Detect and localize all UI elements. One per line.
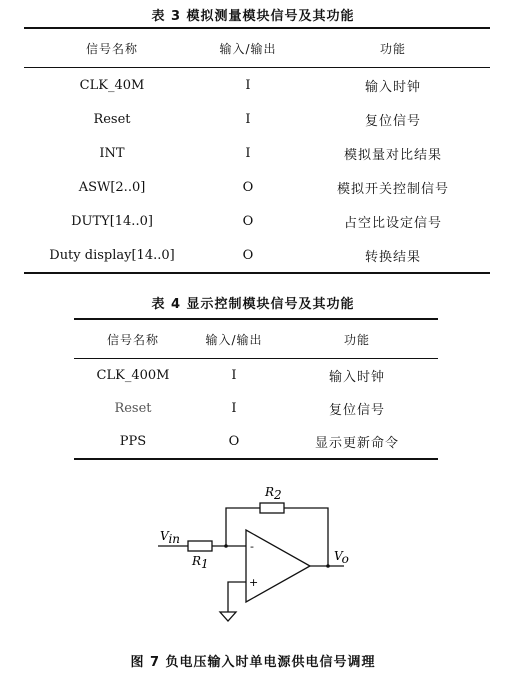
- resistor-r1: [188, 541, 212, 551]
- signal-name-cell: Reset: [114, 401, 152, 416]
- vo-label: Vo: [334, 549, 349, 566]
- feedback-right-wire: [284, 508, 328, 566]
- io-cell: O: [228, 434, 240, 449]
- r2-label: R2: [265, 485, 282, 502]
- table-4: [74, 318, 438, 460]
- table-header-row: [74, 319, 438, 359]
- feedback-left-wire: [226, 508, 260, 546]
- io-cell: I: [231, 401, 237, 416]
- table-row: [24, 136, 490, 170]
- function-cell: 占空比设定信号: [343, 215, 442, 231]
- function-cell: 显示更新命令: [314, 436, 399, 451]
- column-header-function: 功能: [296, 28, 490, 68]
- io-cell: I: [245, 77, 251, 93]
- signal-name-cell: DUTY[14..0]: [71, 213, 153, 229]
- table-row: [24, 170, 490, 204]
- table-row: [74, 392, 438, 425]
- function-cell: 转换结果: [364, 249, 421, 265]
- ground-symbol: [220, 612, 236, 621]
- op-amp-triangle: [246, 530, 310, 602]
- table-header-row: [24, 28, 490, 68]
- io-cell: I: [245, 145, 251, 161]
- table-4-caption: 表 4 显示控制模块信号及其功能: [151, 297, 355, 312]
- inverting-input-sign: -: [250, 540, 254, 553]
- column-header-io: 输入/输出: [200, 28, 296, 68]
- io-cell: I: [245, 111, 251, 127]
- column-header-io: 输入/输出: [192, 319, 276, 359]
- op-amp-circuit-diagram: [150, 478, 356, 628]
- function-cell: 复位信号: [364, 113, 421, 129]
- table-row: [74, 425, 438, 459]
- table-3-caption: 表 3 模拟测量模块信号及其功能: [151, 9, 355, 24]
- table-row: [74, 359, 438, 393]
- signal-name-cell: Duty display[14..0]: [49, 247, 175, 263]
- r1-label: R1: [192, 554, 209, 571]
- io-cell: O: [242, 179, 254, 195]
- signal-name-cell: Reset: [93, 111, 131, 127]
- column-header-signal: 信号名称: [74, 319, 192, 359]
- output-junction-node: [326, 564, 330, 568]
- vin-label: Vin: [160, 529, 181, 546]
- signal-name-cell: ASW[2..0]: [78, 179, 146, 195]
- column-header-signal: 信号名称: [24, 28, 200, 68]
- table-3: [24, 27, 490, 274]
- function-cell: 模拟量对比结果: [343, 147, 442, 163]
- signal-name-cell: CLK_40M: [79, 77, 145, 93]
- column-header-function: 功能: [276, 319, 438, 359]
- function-cell: 复位信号: [328, 403, 385, 418]
- io-cell: O: [242, 213, 254, 229]
- non-inverting-ground-wire: [228, 582, 246, 612]
- io-cell: I: [231, 368, 237, 383]
- resistor-r2: [260, 503, 284, 513]
- non-inverting-input-sign: +: [249, 576, 259, 589]
- table-row: [24, 238, 490, 273]
- io-cell: O: [242, 247, 254, 263]
- function-cell: 输入时钟: [364, 79, 421, 95]
- signal-name-cell: INT: [99, 145, 125, 161]
- junction-node: [224, 544, 228, 548]
- signal-name-cell: CLK_400M: [96, 368, 170, 383]
- table-row: [24, 68, 490, 103]
- figure-7-caption: 图 7 负电压输入时单电源供电信号调理: [130, 655, 376, 670]
- function-cell: 模拟开关控制信号: [336, 181, 449, 197]
- table-row: [24, 102, 490, 136]
- table-row: [24, 204, 490, 238]
- function-cell: 输入时钟: [328, 370, 385, 385]
- signal-name-cell: PPS: [119, 434, 147, 449]
